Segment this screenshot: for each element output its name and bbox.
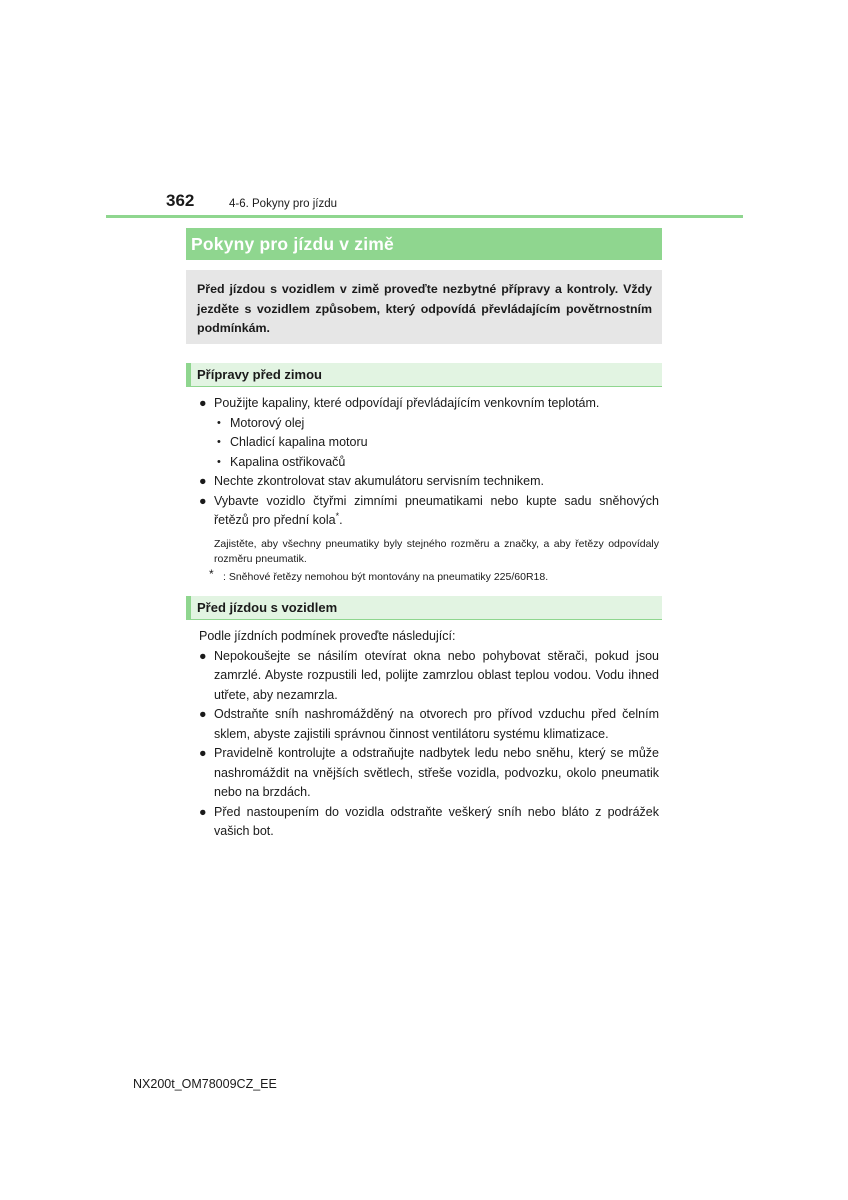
bullet-icon: ● <box>199 474 207 488</box>
bullet-icon: ● <box>199 648 207 663</box>
list-item-text: Před nastoupením do vozidla odstraňte veškerý sníh nebo bláto z podrážek vašich bot. <box>214 804 659 838</box>
list-item-text: Nechte zkontrolovat stav akumulátoru servisním technikem. <box>214 474 544 488</box>
bullet-icon: ● <box>199 707 207 721</box>
list-item-text: Odstraňte sníh nashromážděný na otvorech pro přívod vzduchu před čelním sklem, abyste zajistili správnou činnost ventilátoru systému klimatizace. <box>214 707 659 741</box>
footer-document-code: NX200t_OM78009CZ_EE <box>133 1077 277 1091</box>
list-item <box>199 647 659 706</box>
footnote-marker: * <box>335 510 340 521</box>
intro-text: Před jízdou s vozidlem v zimě proveďte nezbytné přípravy a kontroly. Vždy jezděte s vozidlem způsobem, který odpovídá převládajícím povětrnostním podmínkám. <box>197 282 652 335</box>
title-bar <box>186 228 662 260</box>
sub-list-item <box>199 414 659 434</box>
footnote <box>199 566 659 585</box>
list-item <box>199 744 659 803</box>
list-item <box>199 492 659 531</box>
section-heading-preparation <box>186 363 662 387</box>
sub-list-item-text: Kapalina ostřikovačů <box>230 454 346 469</box>
footnote-text: : Sněhové řetězy nemohou být montovány na pneumatiky 225/60R18. <box>223 570 549 583</box>
list-item <box>199 472 659 492</box>
bullet-icon: ● <box>199 396 207 410</box>
note-text: Zajistěte, aby všechny pneumatiky byly stejného rozměru a značky, a aby řetězy odpovídaly rozměru pneumatik. <box>214 537 659 565</box>
section-heading-text: Přípravy před zimou <box>197 367 322 382</box>
bullet-icon: ● <box>199 493 207 508</box>
page-title: Pokyny pro jízdu v zimě <box>191 234 394 254</box>
page-number: 362 <box>166 191 195 210</box>
list-item-text: Nepokoušejte se násilím otevírat okna nebo pohybovat stěrači, pokud jsou zamrzlé. Abyste rozpustili led, polijte zamrzlou oblast teplou vodou. Vodu ihned utřete, aby nezamrzla. <box>214 648 659 702</box>
list-item <box>199 394 659 414</box>
sub-list-item <box>199 453 659 473</box>
list-item-text <box>214 492 659 531</box>
sub-bullet-icon: • <box>217 455 221 468</box>
before-driving-content <box>199 627 659 842</box>
section-reference: 4-6. Pokyny pro jízdu <box>229 198 338 210</box>
list-item-text: Použijte kapaliny, které odpovídají převládajícím venkovním teplotám. <box>214 396 600 410</box>
sub-bullet-icon: • <box>217 436 221 448</box>
list-item-text: Pravidelně kontrolujte a odstraňujte nadbytek ledu nebo sněhu, který se může nashromáždit na vnějších světlech, střeše vozidla, podvozku, okolo pneumatik nebo na brzdách. <box>214 746 659 799</box>
sub-bullet-icon: • <box>217 416 221 429</box>
note <box>199 537 659 567</box>
sub-list-item-text: Motorový olej <box>230 415 305 430</box>
list-item-text-end: . <box>339 513 343 527</box>
list-item-text-main: Vybavte vozidlo čtyřmi zimními pneumatikami nebo kupte sadu sněhových řetězů pro přední kola <box>214 493 659 527</box>
preparation-content <box>199 394 659 585</box>
footnote-mark: * <box>209 566 214 581</box>
sub-list-item <box>199 433 659 453</box>
section-heading-text: Před jízdou s vozidlem <box>197 600 338 615</box>
list-item <box>199 803 659 842</box>
sub-list-item-text: Chladicí kapalina motoru <box>230 435 368 449</box>
lead-text: Podle jízdních podmínek proveďte následující: <box>199 629 456 643</box>
header-rule <box>106 215 743 218</box>
section-heading-before-driving <box>186 596 662 620</box>
bullet-icon: ● <box>199 746 207 760</box>
intro-box <box>186 270 662 344</box>
bullet-icon: ● <box>199 804 207 819</box>
list-item <box>199 705 659 744</box>
